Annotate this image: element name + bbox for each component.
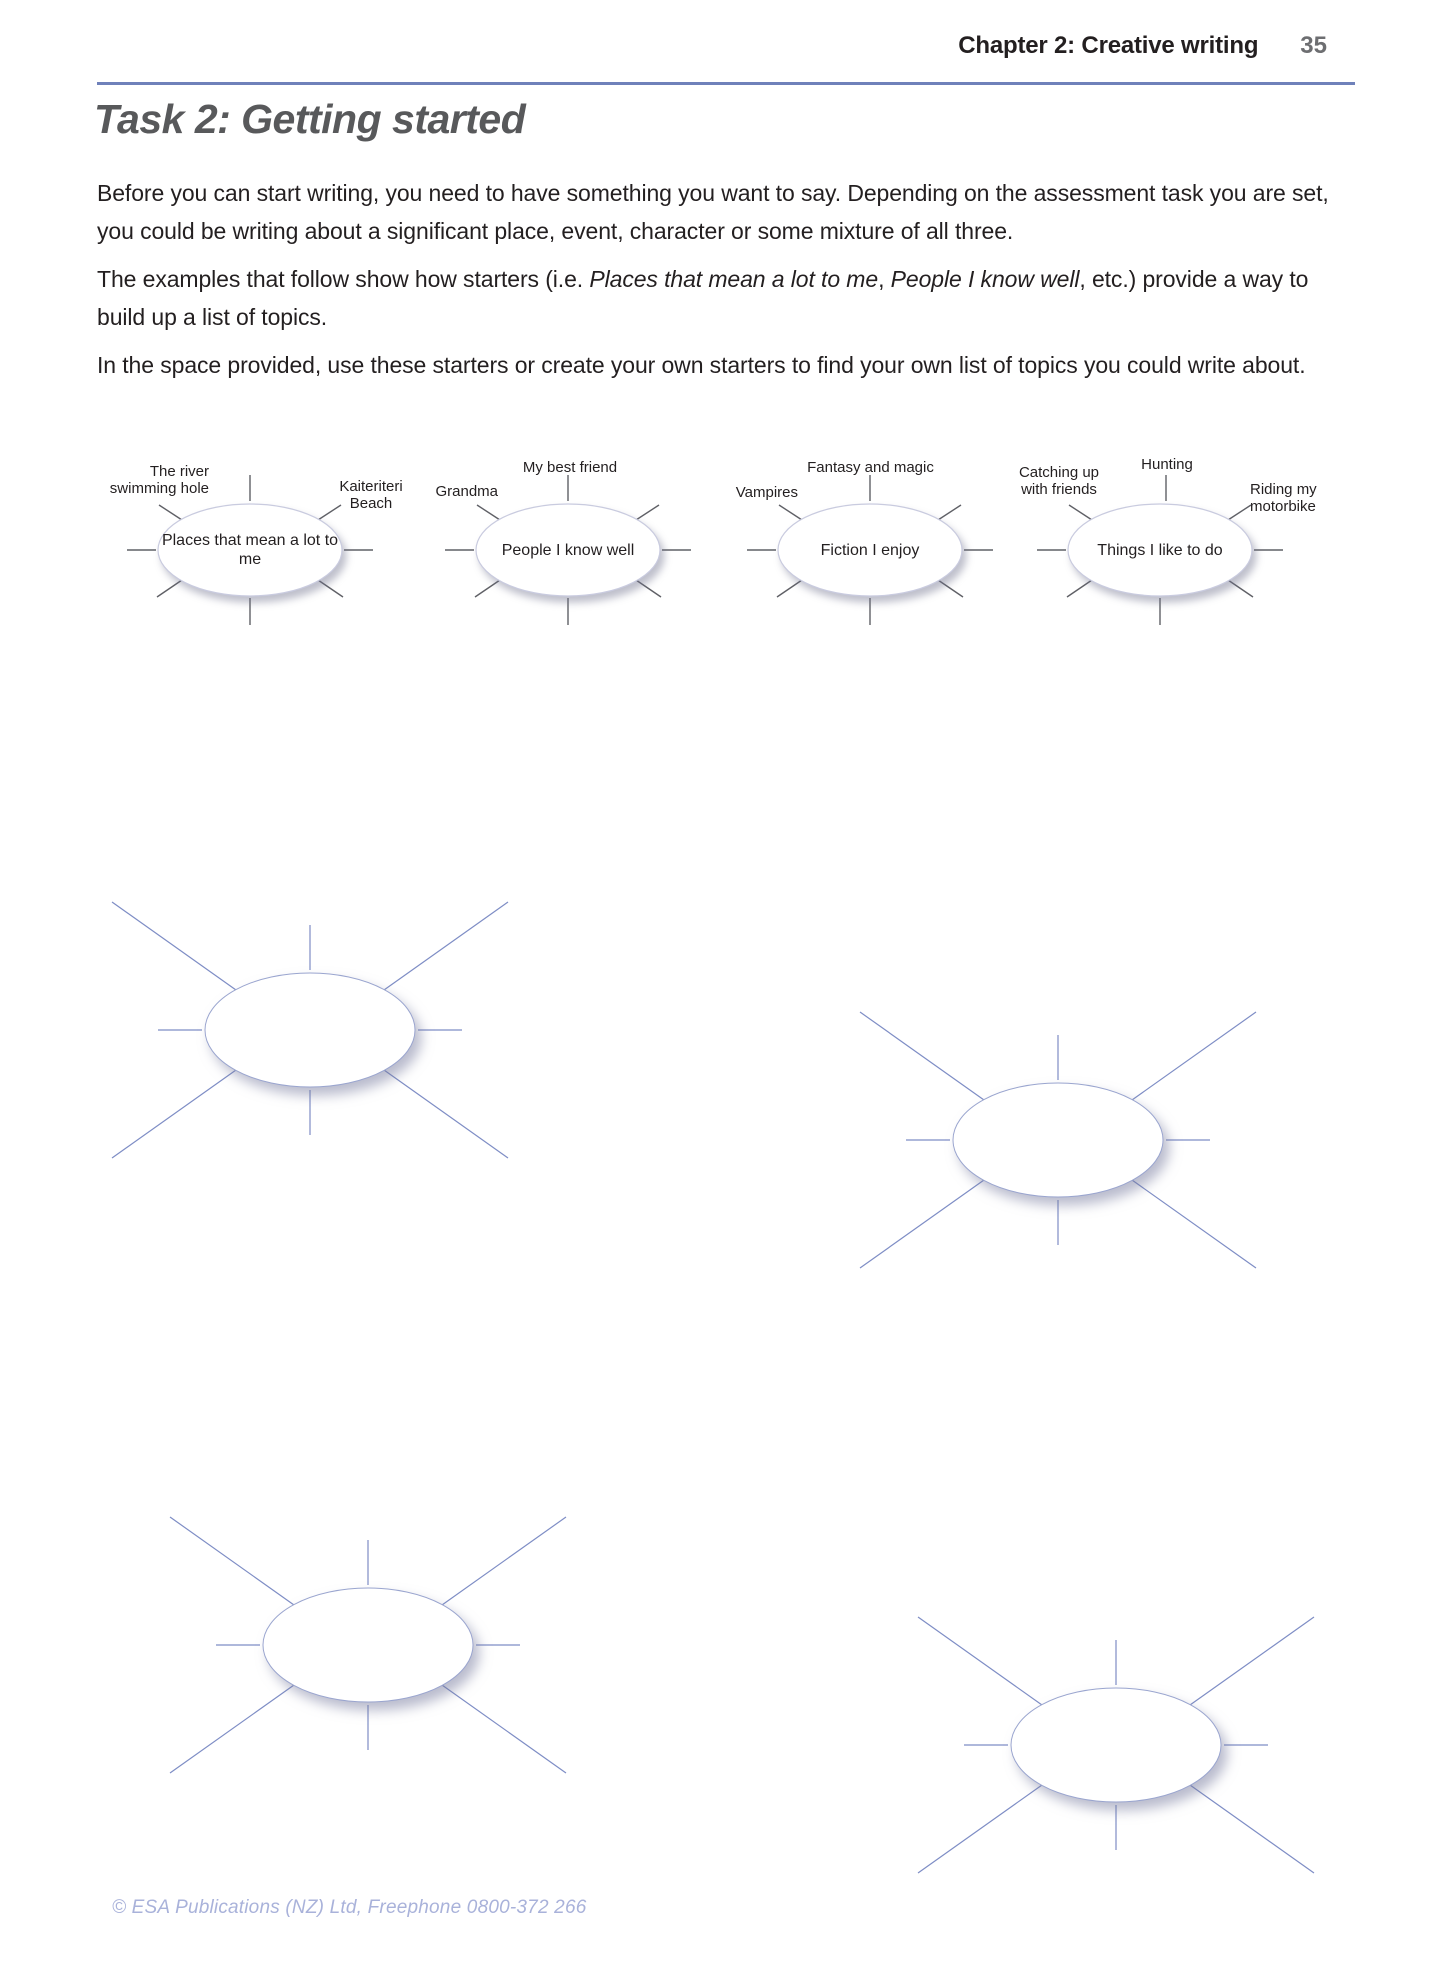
blank-spider-2: [848, 1000, 1268, 1280]
spoke-label-upper-left: Vampires: [735, 484, 798, 501]
topic-label: Fiction I enjoy: [820, 541, 920, 559]
blank-topic-ellipse: [1011, 1688, 1221, 1802]
example-spider-things: [1007, 453, 1357, 633]
starter-example-1: Places that mean a lot to me: [589, 266, 879, 292]
paragraph-2-separator: ,: [878, 266, 891, 292]
example-spider-people: [415, 453, 765, 633]
task-title: Task 2: Getting started: [94, 96, 526, 142]
chapter-title: Chapter 2: Creative writing: [958, 32, 1259, 59]
spoke-label-upper-left: The river swimming hole: [109, 463, 209, 497]
blank-spider-svg: [100, 890, 520, 1170]
header-rule-divider: [97, 82, 1355, 85]
starter-example-2: People I know well: [890, 266, 1080, 292]
intro-paragraph-3: In the space provided, use these starters or create your own starters to find your own list of topics you could write about.: [97, 352, 1306, 378]
spoke-label-top: Fantasy and magic: [807, 459, 934, 476]
spoke-label-upper-right: Kaiteriteri Beach: [339, 478, 403, 512]
page-number: 35: [1300, 32, 1327, 59]
publisher-footer: © ESA Publications (NZ) Ltd, Freephone 0800-372 266: [112, 1897, 587, 1918]
spoke-label-upper-left: Grandma: [435, 483, 498, 500]
blank-topic-ellipse: [205, 973, 415, 1087]
spoke-label-upper-left: Catching up with friends: [1018, 464, 1100, 498]
intro-paragraph-1: Before you can start writing, you need to have something you want to say. Depending on the assessment task you are set, you could be writing about a significant place, event, character or some mixture of all three.: [97, 180, 1329, 244]
blank-spider-svg: [906, 1605, 1326, 1885]
blank-spider-1: [100, 890, 520, 1170]
paragraph-2-tail: , etc.) provide a way to build up a list of topics.: [97, 266, 1309, 330]
intro-paragraph-2: [97, 260, 1352, 336]
topic-label: Places that mean a lot to me: [161, 532, 339, 568]
blank-topic-ellipse: [953, 1083, 1163, 1197]
page-header: [958, 32, 1327, 60]
topic-label: Things I like to do: [1097, 541, 1223, 559]
example-spider-places: [97, 453, 447, 633]
paragraph-2-text: The examples that follow show how starters (i.e.: [97, 266, 590, 292]
blank-spider-4: [906, 1605, 1326, 1885]
topic-label: People I know well: [501, 541, 635, 559]
blank-topic-ellipse: [263, 1588, 473, 1702]
blank-spider-svg: [848, 1000, 1268, 1280]
spoke-label-top: My best friend: [522, 459, 618, 476]
blank-spider-svg: [158, 1505, 578, 1785]
blank-spider-3: [158, 1505, 578, 1785]
spoke-label-top: Hunting: [1141, 456, 1193, 473]
spoke-label-upper-right: Riding my motorbike: [1250, 481, 1317, 515]
